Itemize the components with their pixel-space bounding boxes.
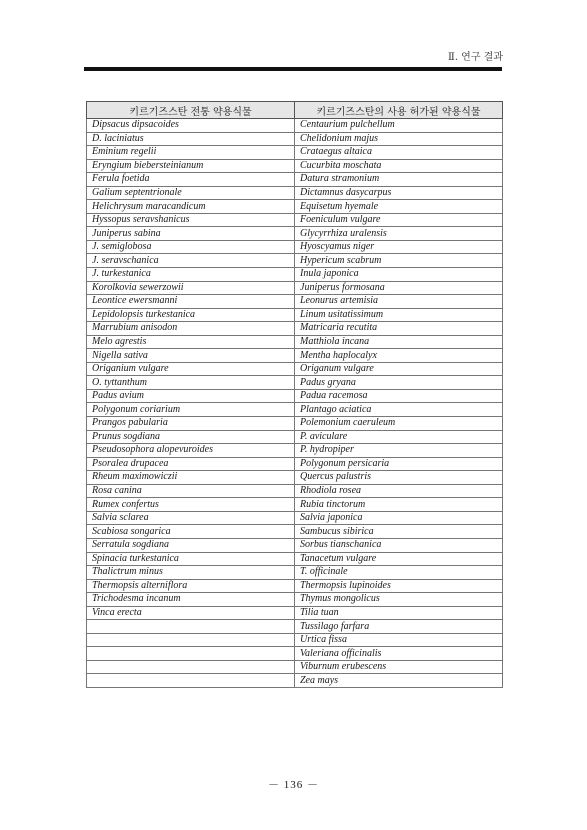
table-row bbox=[87, 200, 503, 214]
traditional-plant-cell bbox=[87, 633, 295, 647]
traditional-plant-cell: Leontice ewersmanni bbox=[87, 295, 295, 309]
table-row bbox=[87, 620, 503, 634]
table-row bbox=[87, 566, 503, 580]
table-row bbox=[87, 119, 503, 133]
approved-plant-cell: Dictamnus dasycarpus bbox=[295, 186, 503, 200]
section-title: Ⅱ. 연구 결과 bbox=[448, 52, 503, 63]
table-row bbox=[87, 606, 503, 620]
approved-plant-cell: Viburnum erubescens bbox=[295, 660, 503, 674]
approved-plant-cell: Tanacetum vulgare bbox=[295, 552, 503, 566]
table-row bbox=[87, 362, 503, 376]
traditional-plant-cell: J. turkestanica bbox=[87, 268, 295, 282]
table-row bbox=[87, 322, 503, 336]
approved-plant-cell: Thermopsis lupinoides bbox=[295, 579, 503, 593]
traditional-plant-cell: D. laciniatus bbox=[87, 132, 295, 146]
approved-plant-cell: Quercus palustris bbox=[295, 471, 503, 485]
table-row bbox=[87, 254, 503, 268]
table-row bbox=[87, 593, 503, 607]
table-row bbox=[87, 268, 503, 282]
table-row bbox=[87, 389, 503, 403]
traditional-plant-cell: Padus avium bbox=[87, 389, 295, 403]
approved-plant-cell: Polemonium caeruleum bbox=[295, 417, 503, 431]
approved-plant-cell: Salvia japonica bbox=[295, 511, 503, 525]
traditional-plant-cell: Spinacia turkestanica bbox=[87, 552, 295, 566]
approved-plant-cell: Sorbus tianschanica bbox=[295, 538, 503, 552]
approved-plant-cell: Glycyrrhiza uralensis bbox=[295, 227, 503, 241]
traditional-plant-cell: Galium septentrionale bbox=[87, 186, 295, 200]
traditional-plant-cell: J. semiglobosa bbox=[87, 240, 295, 254]
approved-plant-cell: Matthiola incana bbox=[295, 335, 503, 349]
traditional-plant-cell bbox=[87, 660, 295, 674]
traditional-plant-cell: Rumex confertus bbox=[87, 498, 295, 512]
column-header-traditional: 키르기즈스탄 전통 약용식물 bbox=[87, 102, 295, 119]
table-row bbox=[87, 281, 503, 295]
approved-plant-cell: Sambucus sibirica bbox=[295, 525, 503, 539]
table-row bbox=[87, 240, 503, 254]
traditional-plant-cell: Lepidolopsis turkestanica bbox=[87, 308, 295, 322]
approved-plant-cell: Datura stramonium bbox=[295, 173, 503, 187]
table-row bbox=[87, 633, 503, 647]
table-row bbox=[87, 674, 503, 688]
table-row bbox=[87, 525, 503, 539]
table-row bbox=[87, 471, 503, 485]
traditional-plant-cell: Eminium regelii bbox=[87, 146, 295, 160]
approved-plant-cell: Equisetum hyemale bbox=[295, 200, 503, 214]
traditional-plant-cell: Trichodesma incanum bbox=[87, 593, 295, 607]
approved-plant-cell: Zea mays bbox=[295, 674, 503, 688]
table-row bbox=[87, 430, 503, 444]
traditional-plant-cell: Polygonum coriarium bbox=[87, 403, 295, 417]
approved-plant-cell: Rhodiola rosea bbox=[295, 484, 503, 498]
approved-plant-cell: Urtica fissa bbox=[295, 633, 503, 647]
traditional-plant-cell: Salvia sclarea bbox=[87, 511, 295, 525]
traditional-plant-cell: Helichrysum maracandicum bbox=[87, 200, 295, 214]
approved-plant-cell: Padus gryana bbox=[295, 376, 503, 390]
approved-plant-cell: Thymus mongolicus bbox=[295, 593, 503, 607]
approved-plant-cell: P. aviculare bbox=[295, 430, 503, 444]
approved-plant-cell: Matricaria recutita bbox=[295, 322, 503, 336]
approved-plant-cell: Plantago aciatica bbox=[295, 403, 503, 417]
approved-plant-cell: Juniperus formosana bbox=[295, 281, 503, 295]
traditional-plant-cell: Thermopsis alterniflora bbox=[87, 579, 295, 593]
table-row bbox=[87, 511, 503, 525]
table-row bbox=[87, 498, 503, 512]
table-row bbox=[87, 295, 503, 309]
approved-plant-cell: Centaurium pulchellum bbox=[295, 119, 503, 133]
traditional-plant-cell: Hyssopus seravshanicus bbox=[87, 213, 295, 227]
table-row bbox=[87, 376, 503, 390]
traditional-plant-cell: Psoralea drupacea bbox=[87, 457, 295, 471]
table-row bbox=[87, 132, 503, 146]
table-row bbox=[87, 660, 503, 674]
approved-plant-cell: Chelidonium majus bbox=[295, 132, 503, 146]
header-rule bbox=[84, 67, 502, 71]
medicinal-plants-table bbox=[86, 101, 503, 688]
traditional-plant-cell: Korolkovia sewerzowii bbox=[87, 281, 295, 295]
traditional-plant-cell: Eryngium biebersteinianum bbox=[87, 159, 295, 173]
approved-plant-cell: Leonurus artemisia bbox=[295, 295, 503, 309]
approved-plant-cell: Hypericum scabrum bbox=[295, 254, 503, 268]
table-row bbox=[87, 457, 503, 471]
approved-plant-cell: Valeriana officinalis bbox=[295, 647, 503, 661]
approved-plant-cell: Linum usitatissimum bbox=[295, 308, 503, 322]
traditional-plant-cell: Prangos pabularia bbox=[87, 417, 295, 431]
traditional-plant-cell: Rosa canina bbox=[87, 484, 295, 498]
approved-plant-cell: Foeniculum vulgare bbox=[295, 213, 503, 227]
approved-plant-cell: Polygonum persicaria bbox=[295, 457, 503, 471]
page-number: － 136 － bbox=[268, 779, 319, 791]
table-row bbox=[87, 159, 503, 173]
traditional-plant-cell: Serratula sogdiana bbox=[87, 538, 295, 552]
table-row bbox=[87, 647, 503, 661]
table-row bbox=[87, 186, 503, 200]
table-row bbox=[87, 538, 503, 552]
traditional-plant-cell: Pseudosophora alopevuroides bbox=[87, 444, 295, 458]
table-row bbox=[87, 335, 503, 349]
approved-plant-cell: Rubia tinctorum bbox=[295, 498, 503, 512]
table-row bbox=[87, 484, 503, 498]
table-row bbox=[87, 579, 503, 593]
traditional-plant-cell: Origanium vulgare bbox=[87, 362, 295, 376]
approved-plant-cell: Hyoscyamus niger bbox=[295, 240, 503, 254]
approved-plant-cell: Tussilago farfara bbox=[295, 620, 503, 634]
approved-plant-cell: Padua racemosa bbox=[295, 389, 503, 403]
table-row bbox=[87, 552, 503, 566]
traditional-plant-cell: Prunus sogdiana bbox=[87, 430, 295, 444]
table-row bbox=[87, 213, 503, 227]
traditional-plant-cell: Scabiosa songarica bbox=[87, 525, 295, 539]
traditional-plant-cell: Thalictrum minus bbox=[87, 566, 295, 580]
approved-plant-cell: Tilia tuan bbox=[295, 606, 503, 620]
approved-plant-cell: T. officinale bbox=[295, 566, 503, 580]
table-row bbox=[87, 227, 503, 241]
approved-plant-cell: Inula japonica bbox=[295, 268, 503, 282]
approved-plant-cell: P. hydropiper bbox=[295, 444, 503, 458]
traditional-plant-cell bbox=[87, 674, 295, 688]
column-header-approved: 키르기즈스탄의 사용 허가된 약용식물 bbox=[295, 102, 503, 119]
approved-plant-cell: Origanum vulgare bbox=[295, 362, 503, 376]
traditional-plant-cell bbox=[87, 647, 295, 661]
traditional-plant-cell: Melo agrestis bbox=[87, 335, 295, 349]
traditional-plant-cell: Nigella sativa bbox=[87, 349, 295, 363]
traditional-plant-cell: Rheum maximowiczii bbox=[87, 471, 295, 485]
table-row bbox=[87, 417, 503, 431]
traditional-plant-cell: Marrubium anisodon bbox=[87, 322, 295, 336]
approved-plant-cell: Crataegus altaica bbox=[295, 146, 503, 160]
traditional-plant-cell: Vinca erecta bbox=[87, 606, 295, 620]
table-body bbox=[87, 119, 503, 688]
traditional-plant-cell: Dipsacus dipsacoides bbox=[87, 119, 295, 133]
table-row bbox=[87, 349, 503, 363]
table-row bbox=[87, 308, 503, 322]
approved-plant-cell: Mentha haplocalyx bbox=[295, 349, 503, 363]
table-row bbox=[87, 403, 503, 417]
traditional-plant-cell: J. seravschanica bbox=[87, 254, 295, 268]
table-row bbox=[87, 444, 503, 458]
approved-plant-cell: Cucurbita moschata bbox=[295, 159, 503, 173]
traditional-plant-cell: Juniperus sabina bbox=[87, 227, 295, 241]
traditional-plant-cell bbox=[87, 620, 295, 634]
traditional-plant-cell: O. tyttanthum bbox=[87, 376, 295, 390]
traditional-plant-cell: Ferula foetida bbox=[87, 173, 295, 187]
table-header-row bbox=[87, 102, 503, 119]
table-row bbox=[87, 146, 503, 160]
table-row bbox=[87, 173, 503, 187]
